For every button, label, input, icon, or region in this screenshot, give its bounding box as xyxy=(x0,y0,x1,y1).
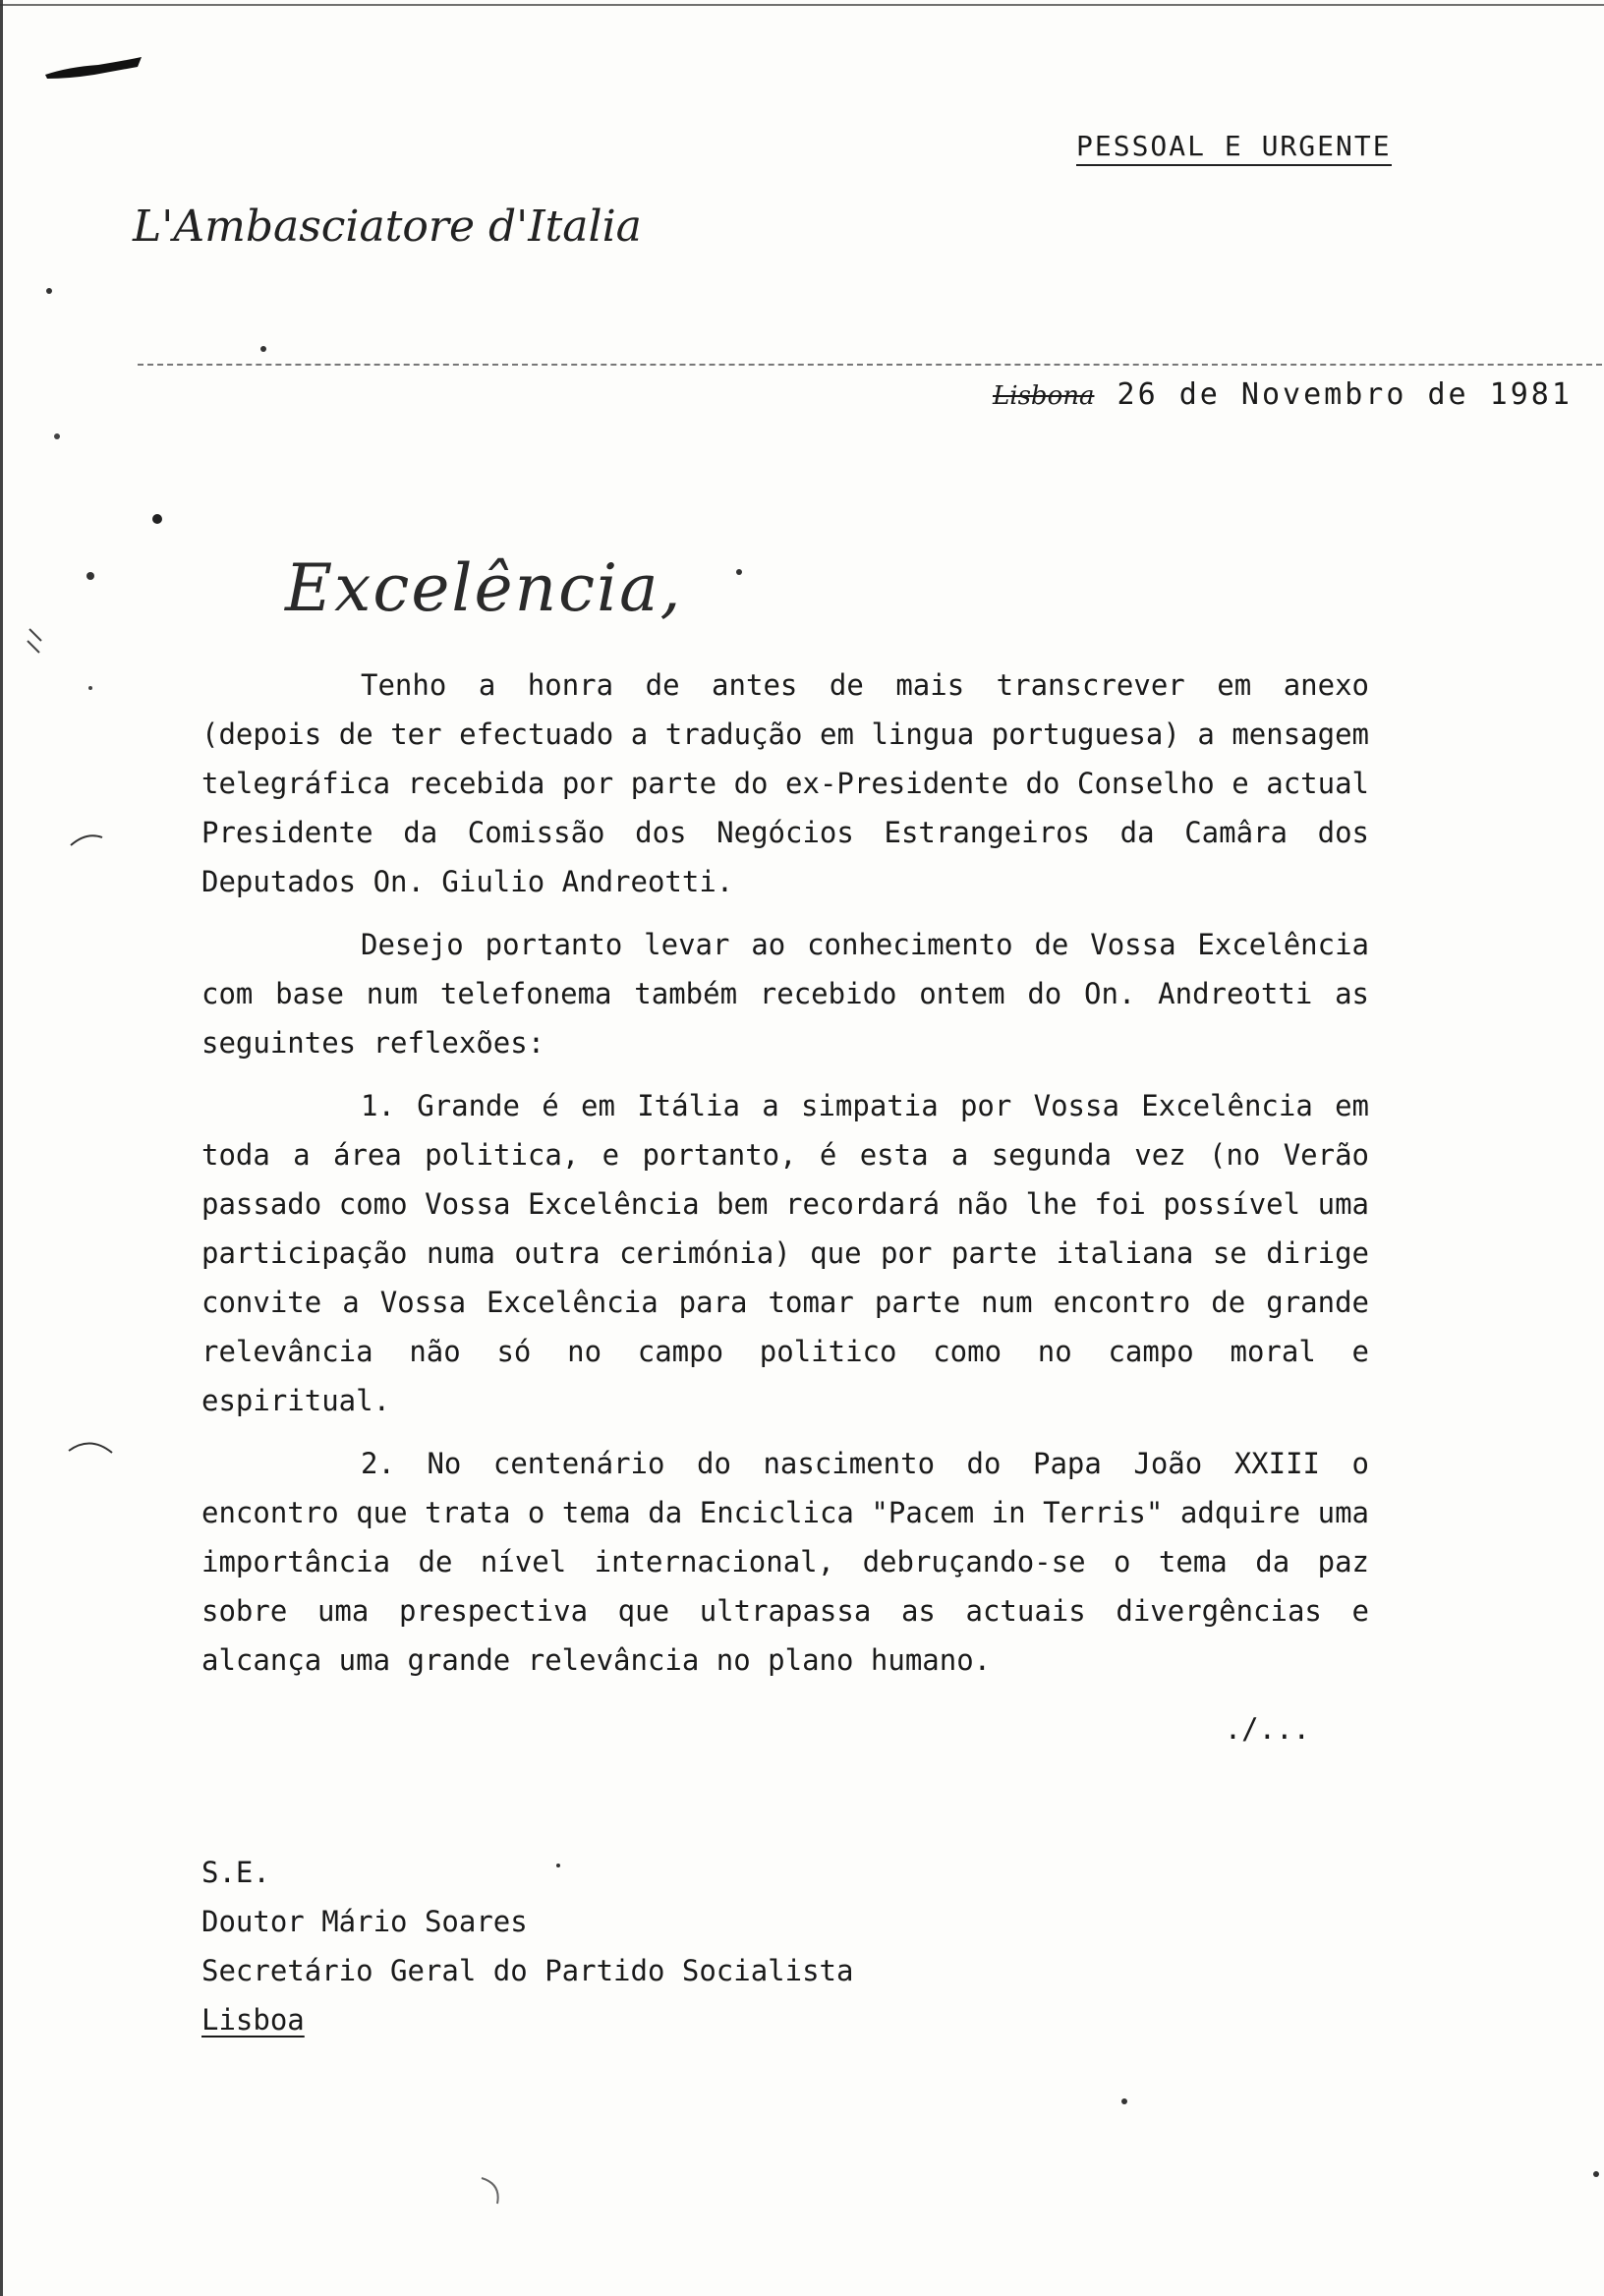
letterhead: L'Ambasciatore d'Italia xyxy=(133,201,642,252)
classification-label: PESSOAL E URGENTE xyxy=(1076,130,1392,166)
paragraph-reflections: Desejo portanto levar ao conhecimento de Vossa Excelência com base num telefonema também recebido ontem do On. Andreotti as seguintes reflexões: xyxy=(201,928,1369,1060)
ink-mark xyxy=(39,49,147,85)
paragraph-point-2: 2. No centenário do nascimento do Papa João XXIII o encontro que trata o tema da Enciclica "Pacem in Terris" adquire uma importância de nível internacional, debruçando-se o tema da paz sobre uma prespectiva que ultrapassa as actuais divergências e alcança uma grande relevância no plano humano. xyxy=(201,1447,1369,1677)
recipient-block xyxy=(201,1848,853,2044)
recipient-title: S.E. xyxy=(201,1856,270,1889)
place-name: Lisbona xyxy=(993,381,1095,411)
recipient-position: Secretário Geral do Partido Socialista xyxy=(201,1954,854,1987)
continuation-mark: ./... xyxy=(1224,1712,1310,1746)
salutation: Excelência, xyxy=(285,550,683,626)
recipient-name: Doutor Mário Soares xyxy=(201,1905,528,1938)
scan-top-edge xyxy=(0,4,1604,6)
place-date-line xyxy=(993,377,1573,412)
paragraph-intro: Tenho a honra de antes de mais transcrever em anexo (depois de ter efectuado a tradução em lingua portuguesa) a mensagem telegráfica recebida por parte do ex-Presidente do Conselho e actual Presidente da Comissão dos Negócios Estrangeiros da Camâra dos Deputados On. Giulio Andreotti. xyxy=(201,668,1369,898)
letter-date: 26 de Novembro de 1981 xyxy=(1117,377,1573,412)
letter-body xyxy=(201,660,1369,1753)
paragraph-point-1: 1. Grande é em Itália a simpatia por Vossa Excelência em toda a área politica, e portanto, é esta a segunda vez (no Verão passado como Vossa Excelência bem recordará não lhe foi possível uma participação numa outra cerimónia) que por parte italiana se dirige convite a Vossa Excelência para tomar parte num encontro de grande relevância não só no campo politico como no campo moral e espiritual. xyxy=(201,1089,1369,1417)
header-divider xyxy=(138,364,1602,366)
scan-left-edge xyxy=(0,0,3,2296)
recipient-city: Lisboa xyxy=(201,2003,305,2037)
